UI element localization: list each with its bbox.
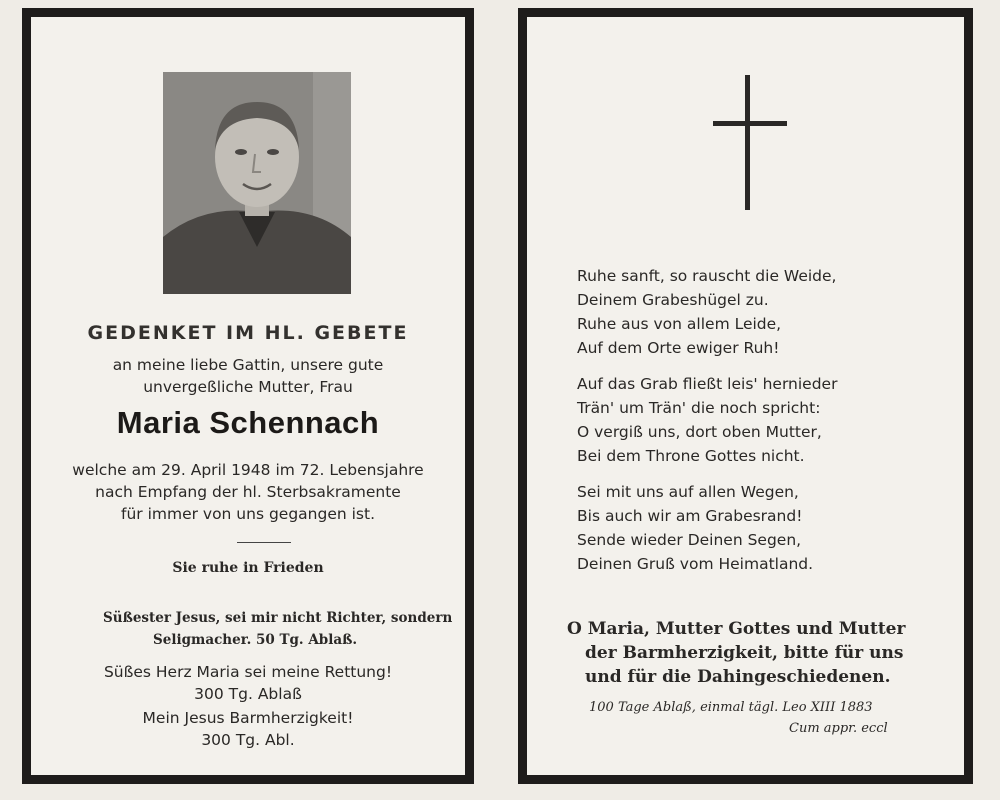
cross-icon xyxy=(713,121,787,126)
poem-stanza xyxy=(577,264,836,360)
prayer-line: Süßester Jesus, sei mir nicht Richter, sondern xyxy=(103,610,453,626)
cross-icon xyxy=(745,75,750,210)
poem-stanza xyxy=(577,480,813,576)
deceased-name: Maria Schennach xyxy=(116,405,380,440)
intro-text: an meine liebe Gattin, unsere gute xyxy=(112,356,384,374)
poem-line: O vergiß uns, dort oben Mutter, xyxy=(577,423,822,441)
poem-line: Ruhe aus von allem Leide, xyxy=(577,315,782,333)
portrait-photo xyxy=(163,72,351,294)
prayer-line: Seligmacher. 50 Tg. Ablaß. xyxy=(153,632,358,648)
poem-line: Deinen Gruß vom Heimatland. xyxy=(577,555,814,573)
death-notice-line: für immer von uns gegangen ist. xyxy=(120,505,376,523)
poem-stanza xyxy=(577,372,837,468)
poem-line: Bei dem Throne Gottes nicht. xyxy=(577,447,805,465)
poem-line: Trän' um Trän' die noch spricht: xyxy=(577,399,821,417)
poem-line: Sende wieder Deinen Segen, xyxy=(577,531,802,549)
memorial-heading: GEDENKET IM HL. GEBETE xyxy=(87,322,409,344)
final-prayer-line: O Maria, Mutter Gottes und Mutter xyxy=(567,619,906,639)
poem-line: Auf das Grab fließt leis' hernieder xyxy=(577,375,838,393)
rest-in-peace: Sie ruhe in Frieden xyxy=(172,560,324,576)
final-prayer-line: und für die Dahingeschiedenen. xyxy=(585,667,891,687)
indulgence-note: 100 Tage Ablaß, einmal tägl. Leo XIII 1883 xyxy=(589,700,873,715)
death-notice-line: nach Empfang der hl. Sterbsakramente xyxy=(95,483,401,501)
intro-text: unvergeßliche Mutter, Frau xyxy=(143,378,353,396)
divider xyxy=(237,542,291,543)
prayer-line: 300 Tg. Abl. xyxy=(201,731,295,749)
approval-note: Cum appr. eccl xyxy=(789,721,888,736)
final-prayer-line: der Barmherzigkeit, bitte für uns xyxy=(585,643,904,663)
prayer-line: Mein Jesus Barmherzigkeit! xyxy=(142,709,354,727)
memorial-card-front xyxy=(22,8,474,784)
memorial-card-back xyxy=(518,8,973,784)
prayer-line: 300 Tg. Ablaß xyxy=(194,685,302,703)
poem-line: Sei mit uns auf allen Wegen, xyxy=(577,483,799,501)
poem-line: Ruhe sanft, so rauscht die Weide, xyxy=(577,267,837,285)
prayer-line: Süßes Herz Maria sei meine Rettung! xyxy=(103,663,393,681)
poem-line: Auf dem Orte ewiger Ruh! xyxy=(577,339,780,357)
poem-line: Bis auch wir am Grabesrand! xyxy=(577,507,803,525)
poem-line: Deinem Grabeshügel zu. xyxy=(577,291,769,309)
death-notice-line: welche am 29. April 1948 im 72. Lebensjahre xyxy=(72,461,424,479)
